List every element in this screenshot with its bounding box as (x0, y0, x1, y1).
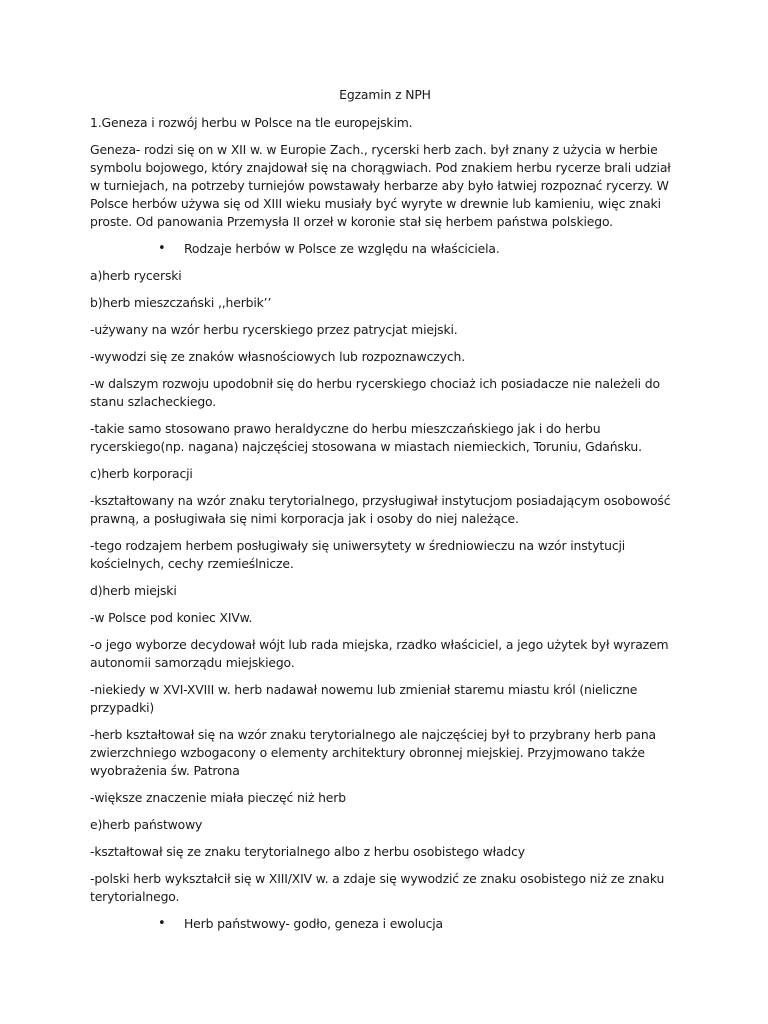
paragraph: 1.Geneza i rozwój herbu w Polsce na tle europejskim. (90, 115, 413, 130)
document-body (90, 114, 680, 933)
paragraph: c)herb korporacji (90, 466, 193, 481)
bullet-text: Rodzaje herbów w Polsce ze względu na właściciela. (184, 241, 500, 256)
bullet-item (90, 915, 680, 933)
paragraph: -większe znaczenie miała pieczęć niż herb (90, 790, 346, 805)
paragraph: b)herb mieszczański ,,herbik’’ (90, 295, 272, 310)
paragraph: -w Polsce pod koniec XIVw. (90, 610, 253, 625)
paragraph: -takie samo stosowano prawo heraldyczne do herbu mieszczańskiego jak i do herbu rycerskiego(np. nagana) najczęściej stosowana w miastach niemieckich, Toruniu, Gdańsku. (90, 421, 642, 454)
paragraph: -tego rodzajem herbem posługiwały się uniwersytety w średniowieczu na wzór instytucji kościelnych, cechy rzemieślnicze. (90, 538, 626, 571)
paragraph: -polski herb wykształcił się w XIII/XIV w. a zdaje się wywodzić ze znaku osobistego niż ze znaku terytorialnego. (90, 871, 665, 904)
bullet-dot-icon: • (158, 241, 166, 256)
document-page (90, 86, 680, 942)
document-title: Egzamin z NPH (339, 87, 431, 102)
paragraph: e)herb państwowy (90, 817, 203, 832)
paragraph: -niekiedy w XVI-XVIII w. herb nadawał nowemu lub zmieniał staremu miastu król (nieliczne przypadki) (90, 682, 638, 715)
paragraph: -o jego wyborze decydował wójt lub rada miejska, rzadko właściciel, a jego użytek był wyrazem autonomii samorządu miejskiego. (90, 637, 669, 670)
paragraph: -kształtował się ze znaku terytorialnego albo z herbu osobistego władcy (90, 844, 525, 859)
paragraph: Geneza- rodzi się on w XII w. w Europie Zach., rycerski herb zach. był znany z użycia w herbie symbolu bojowego, który znajdował się na chorągwiach. Pod znakiem herbu rycerze brali udział w turniejach, na potrzeby turniejów powstawały herbarze aby było łatwiej rozpoznać rycerzy. W Polsce herbów używa się od XIII wieku musiały być wyryte w drewnie lub kamieniu, więc znaki proste. Od panowania Przemysła II orzeł w koronie stał się herbem państwa polskiego. (90, 142, 671, 229)
paragraph: -w dalszym rozwoju upodobnił się do herbu rycerskiego chociaż ich posiadacze nie należeli do stanu szlacheckiego. (90, 376, 660, 409)
bullet-item (90, 240, 680, 258)
paragraph: -wywodzi się ze znaków własnościowych lub rozpoznawczych. (90, 349, 466, 364)
paragraph: d)herb miejski (90, 583, 177, 598)
paragraph: -herb kształtował się na wzór znaku terytorialnego ale najczęściej był to przybrany herb pana zwierzchniego wzbogacony o elementy architektury obronnej miejskiej. Przyjmowano także wyobrażenia św. Patrona (90, 727, 656, 778)
bullet-text: Herb państwowy- godło, geneza i ewolucja (184, 916, 443, 931)
paragraph: -kształtowany na wzór znaku terytorialnego, przysługiwał instytucjom posiadającym osobowość prawną, a posługiwała się nimi korporacja jak i osoby do niej należące. (90, 493, 671, 526)
paragraph: -używany na wzór herbu rycerskiego przez patrycjat miejski. (90, 322, 458, 337)
paragraph: a)herb rycerski (90, 268, 182, 283)
bullet-dot-icon: • (158, 916, 166, 931)
